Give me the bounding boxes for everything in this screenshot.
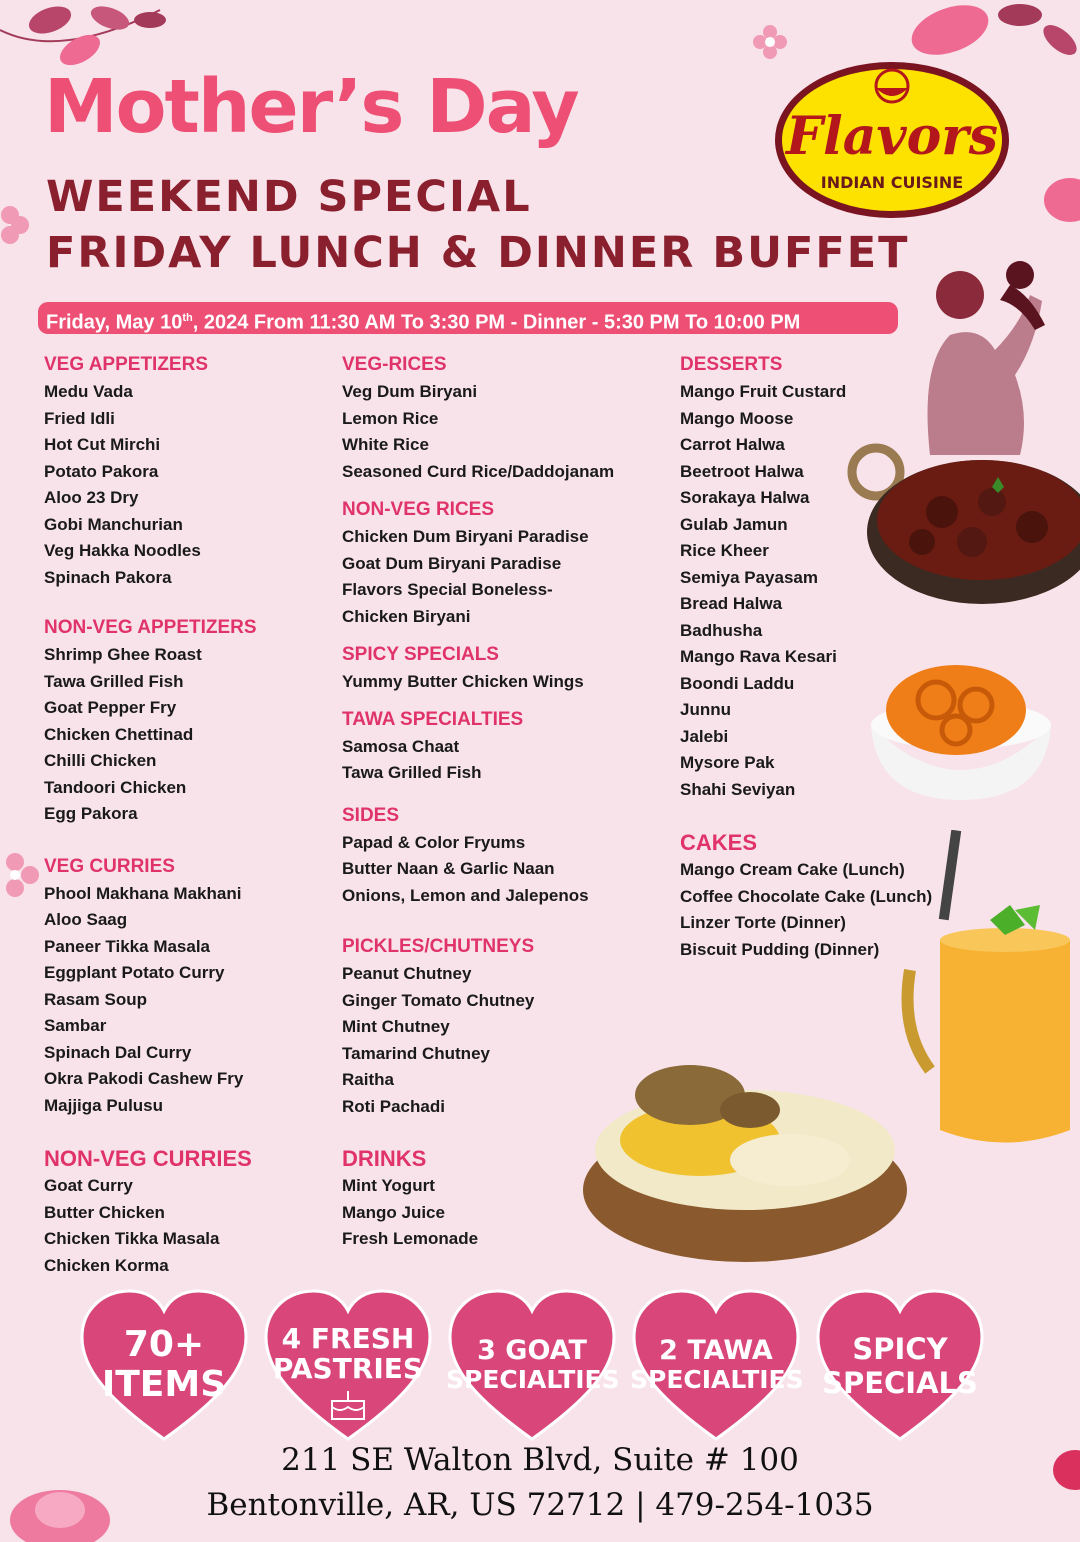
- menu-item: Aloo Saag: [44, 910, 128, 929]
- item-list: [44, 642, 324, 828]
- badge-line2: PASTRIES: [272, 1352, 424, 1385]
- menu-item: Tawa Grilled Fish: [44, 671, 184, 691]
- badge-line1: 4 FRESH: [281, 1322, 415, 1355]
- menu-item: Mango Cream Cake (Lunch): [680, 860, 905, 879]
- menu-item: Aloo 23 Dry: [44, 488, 139, 507]
- menu-item: Veg Dum Biryani: [342, 382, 478, 401]
- svg-text:INDIAN CUISINE: INDIAN CUISINE: [820, 173, 964, 192]
- date-prefix: Friday, May 10: [46, 311, 183, 334]
- badge-tawa-specialties: [630, 1289, 802, 1445]
- menu-item: Mysore Pak: [680, 753, 775, 772]
- section-nonveg-curries: [44, 1145, 324, 1279]
- menu-item: Medu Vada: [44, 382, 133, 401]
- flower-left-mid: [0, 200, 30, 250]
- menu-item: Sorakaya Halwa: [680, 488, 810, 507]
- item-list: [44, 881, 324, 1120]
- jalebi-bowl-image: [866, 655, 1056, 803]
- menu-item: Spinach Pakora: [44, 567, 172, 587]
- item-list: [342, 734, 662, 787]
- menu-item: Hot Cut Mirchi: [44, 435, 161, 454]
- menu-item: Boondi Laddu: [680, 673, 795, 693]
- cake-icon: [328, 1387, 368, 1421]
- flavors-logo: [772, 52, 1012, 222]
- item-list: [342, 830, 662, 910]
- menu-item: Samosa Chaat: [342, 736, 460, 756]
- badge-line2: SPECIALS: [822, 1366, 978, 1400]
- section-title: TAWA SPECIALTIES: [342, 708, 524, 730]
- menu-item: Chicken Dum Biryani Paradise: [342, 527, 589, 546]
- badge-line1: 70+: [123, 1324, 205, 1365]
- menu-item: Biscuit Pudding (Dinner): [680, 939, 880, 959]
- menu-item: Yummy Butter Chicken Wings: [342, 672, 584, 691]
- section-nonveg-appetizers: [44, 614, 324, 828]
- menu-item: Junnu: [680, 700, 731, 719]
- menu-item: Paneer Tikka Masala: [44, 936, 211, 956]
- subtitle-buffet: FRIDAY LUNCH & DINNER BUFFET: [46, 228, 910, 278]
- goat-curry-bowl-image: [842, 432, 1080, 612]
- menu-item: Phool Makhana Makhani: [44, 883, 242, 903]
- section-title: DESSERTS: [680, 354, 783, 375]
- section-title: NON-VEG APPETIZERS: [44, 617, 257, 638]
- menu-item: Gulab Jamun: [680, 514, 788, 534]
- address-line-1: 211 SE Walton Blvd, Suite # 100: [281, 1442, 799, 1478]
- menu-item: Badhusha: [680, 620, 763, 640]
- flower-right-side: [1040, 170, 1080, 230]
- menu-item: Chicken Chettinad: [44, 724, 194, 744]
- menu-item: Goat Curry: [44, 1176, 133, 1195]
- item-list: [342, 669, 662, 696]
- section-title: CAKES: [680, 830, 758, 855]
- menu-item: Veg Hakka Noodles: [44, 541, 201, 560]
- menu-item: Linzer Torte (Dinner): [680, 913, 846, 932]
- badge-70-items: [78, 1289, 250, 1445]
- menu-item: Jalebi: [680, 726, 729, 746]
- menu-item: Beetroot Halwa: [680, 461, 804, 481]
- flower-left-curries: [0, 850, 45, 900]
- menu-item: Mango Rava Kesari: [680, 647, 837, 666]
- menu-item: Flavors Special Boneless-: [342, 580, 553, 599]
- mango-juice-glass-image: [900, 830, 1080, 1150]
- menu-item: Okra Pakodi Cashew Fry: [44, 1069, 244, 1088]
- section-sides: [342, 802, 662, 910]
- menu-item: Raitha: [342, 1070, 394, 1089]
- badge-line1: SPICY: [852, 1332, 948, 1366]
- menu-item: Chicken Korma: [44, 1255, 169, 1275]
- menu-item: Tamarind Chutney: [342, 1043, 490, 1063]
- chicken-biryani-bowl-image: [580, 1050, 910, 1270]
- menu-item: Coffee Chocolate Cake (Lunch): [680, 886, 933, 906]
- menu-item: Butter Naan & Garlic Naan: [342, 859, 555, 878]
- section-title: SIDES: [342, 804, 400, 826]
- section-title: VEG-RICES: [342, 354, 447, 375]
- menu-item: Rice Kheer: [680, 541, 769, 560]
- section-nonveg-rices: [342, 496, 662, 630]
- menu-item: Chilli Chicken: [44, 751, 157, 770]
- page-title: Mother’s Day: [44, 64, 578, 150]
- date-sup: th: [182, 312, 193, 324]
- section-title: DRINKS: [342, 1146, 427, 1171]
- menu-item: Peanut Chutney: [342, 964, 472, 983]
- badge-fresh-pastries: [262, 1289, 434, 1445]
- menu-item: Lemon Rice: [342, 408, 439, 428]
- address-line-2: Bentonville, AR, US 72712 | 479-254-1035: [206, 1487, 874, 1523]
- section-title: NON-VEG RICES: [342, 499, 495, 520]
- badge-line1: 3 GOAT: [477, 1335, 587, 1366]
- menu-column-1: [44, 351, 324, 1279]
- menu-item: Mango Moose: [680, 408, 794, 428]
- menu-item: Mint Chutney: [342, 1017, 450, 1036]
- menu-item: Rasam Soup: [44, 989, 147, 1009]
- menu-item: Potato Pakora: [44, 461, 159, 481]
- menu-item: Gobi Manchurian: [44, 514, 183, 534]
- section-title: VEG APPETIZERS: [44, 354, 208, 375]
- menu-item: Chicken Biryani: [342, 606, 471, 626]
- menu-item: Eggplant Potato Curry: [44, 963, 225, 982]
- menu-item: White Rice: [342, 435, 429, 454]
- date-suffix: , 2024 From 11:30 AM To 3:30 PM - Dinner - 5:30 PM To 10:00 PM: [192, 311, 801, 334]
- section-veg-appetizers: [44, 351, 324, 591]
- feature-badges: [70, 1285, 990, 1445]
- menu-item: Fresh Lemonade: [342, 1229, 479, 1248]
- menu-item: Ginger Tomato Chutney: [342, 990, 535, 1010]
- menu-item: Chicken Tikka Masala: [44, 1229, 220, 1248]
- menu-item: Goat Pepper Fry: [44, 698, 177, 717]
- menu-item: Fried Idli: [44, 408, 115, 428]
- menu-item: Bread Halwa: [680, 594, 783, 613]
- section-title: PICKLES/CHUTNEYS: [342, 936, 535, 957]
- menu-item: Carrot Halwa: [680, 435, 785, 454]
- menu-item: Mango Juice: [342, 1202, 445, 1222]
- menu-item: Tandoori Chicken: [44, 777, 187, 797]
- menu-item: Egg Pakora: [44, 804, 138, 823]
- section-tawa-specialties: [342, 706, 662, 787]
- menu-item: Onions, Lemon and Jalepenos: [342, 885, 589, 905]
- badge-line2: SPECIALTIES: [446, 1365, 620, 1394]
- item-list: [342, 379, 662, 485]
- badge-line1: 2 TAWA: [659, 1335, 773, 1366]
- badge-line2: SPECIALTIES: [630, 1365, 804, 1394]
- date-time-banner: [38, 302, 898, 334]
- badge-line2: ITEMS: [101, 1364, 227, 1405]
- svg-text:Flavors: Flavors: [786, 106, 998, 167]
- menu-item: Mint Yogurt: [342, 1176, 435, 1195]
- menu-item: Sambar: [44, 1016, 107, 1035]
- menu-item: Butter Chicken: [44, 1202, 165, 1222]
- section-spicy-specials: [342, 641, 662, 696]
- menu-item: Mango Fruit Custard: [680, 382, 847, 401]
- section-title: SPICY SPECIALS: [342, 644, 499, 665]
- section-title: VEG CURRIES: [44, 855, 175, 877]
- menu-item: Papad & Color Fryums: [342, 832, 526, 852]
- section-title: NON-VEG CURRIES: [44, 1146, 252, 1171]
- item-list: [44, 1173, 324, 1279]
- menu-item: Shrimp Ghee Roast: [44, 645, 202, 664]
- menu-item: Seasoned Curd Rice/Daddojanam: [342, 461, 615, 481]
- menu-item: Goat Dum Biryani Paradise: [342, 553, 562, 573]
- menu-item: Roti Pachadi: [342, 1096, 445, 1116]
- menu-item: Tawa Grilled Fish: [342, 763, 482, 782]
- badge-spicy-specials: [814, 1289, 986, 1445]
- menu-item: Semiya Payasam: [680, 567, 818, 587]
- badge-goat-specialties: [446, 1289, 618, 1445]
- menu-item: Spinach Dal Curry: [44, 1042, 192, 1062]
- flower-top-left: [0, 0, 190, 70]
- item-list: [44, 379, 324, 591]
- subtitle-weekend-special: WEEKEND SPECIAL: [46, 172, 532, 222]
- item-list: [342, 524, 662, 630]
- menu-item: Shahi Seviyan: [680, 779, 796, 799]
- menu-item: Majjiga Pulusu: [44, 1095, 164, 1115]
- section-veg-curries: [44, 853, 324, 1120]
- section-veg-rices: [342, 351, 662, 485]
